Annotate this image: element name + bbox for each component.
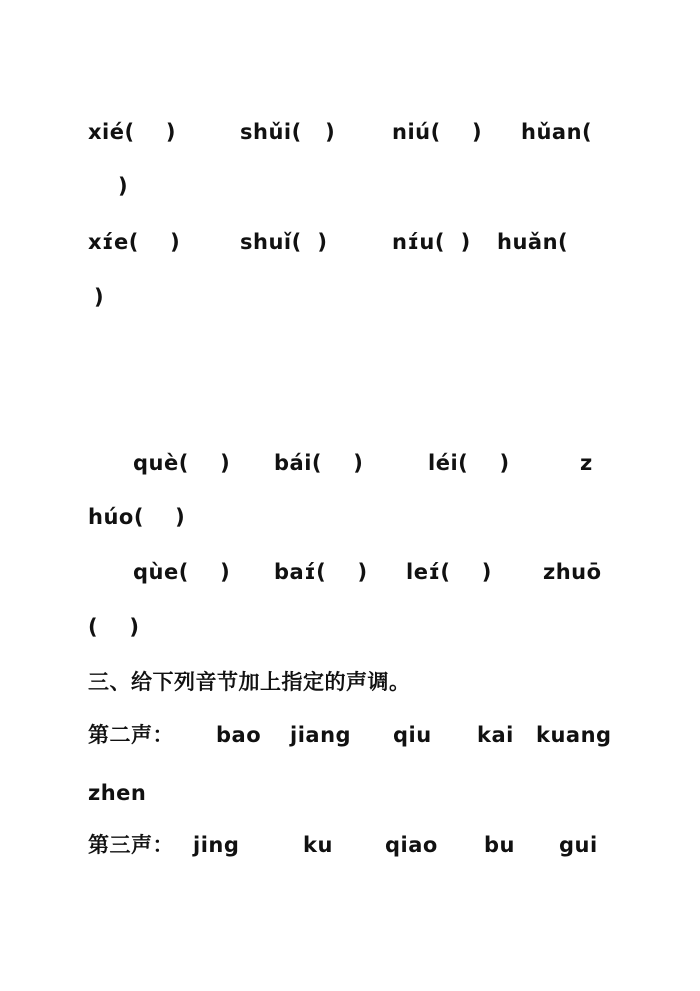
syllable: kuang [536, 723, 612, 747]
pinyin-item: baɪ́( ) [274, 560, 368, 584]
pinyin-wrap: ) [118, 174, 129, 198]
syllable: bao [216, 723, 262, 747]
pinyin-wrap: húo( ) [88, 505, 186, 529]
syllable: qiao [385, 833, 438, 857]
pinyin-item: hǔan( [521, 120, 593, 144]
pinyin-item: shuǐ( ) [240, 230, 328, 254]
syllable: ku [303, 833, 333, 857]
pinyin-item: z [580, 451, 593, 475]
pinyin-wrap: ) [94, 285, 105, 309]
pinyin-item: shǔi( ) [240, 120, 336, 144]
syllable: jing [193, 833, 240, 857]
pinyin-item: zhuō [543, 560, 602, 584]
tone-label: 第二声： [88, 723, 174, 747]
pinyin-wrap: ( ) [88, 615, 140, 639]
syllable: kai [477, 723, 514, 747]
syllable: jiang [290, 723, 352, 747]
pinyin-item: nɪ́u( ) [392, 230, 471, 254]
pinyin-item: xɪ́e( ) [88, 230, 181, 254]
pinyin-item: què( ) [133, 451, 231, 475]
pinyin-item: xié( ) [88, 120, 176, 144]
section-heading: 三、给下列音节加上指定的声调。 [88, 670, 411, 694]
pinyin-item: leɪ́( ) [406, 560, 492, 584]
pinyin-item: léi( ) [428, 451, 510, 475]
syllable: gui [559, 833, 598, 857]
tone-label: 第三声： [88, 833, 174, 857]
pinyin-item: niú( ) [392, 120, 483, 144]
pinyin-item: qùe( ) [133, 560, 231, 584]
pinyin-item: bái( ) [274, 451, 364, 475]
pinyin-item: huǎn( [497, 230, 569, 254]
syllable: bu [484, 833, 515, 857]
syllable: qiu [393, 723, 432, 747]
syllable-wrap: zhen [88, 781, 147, 805]
